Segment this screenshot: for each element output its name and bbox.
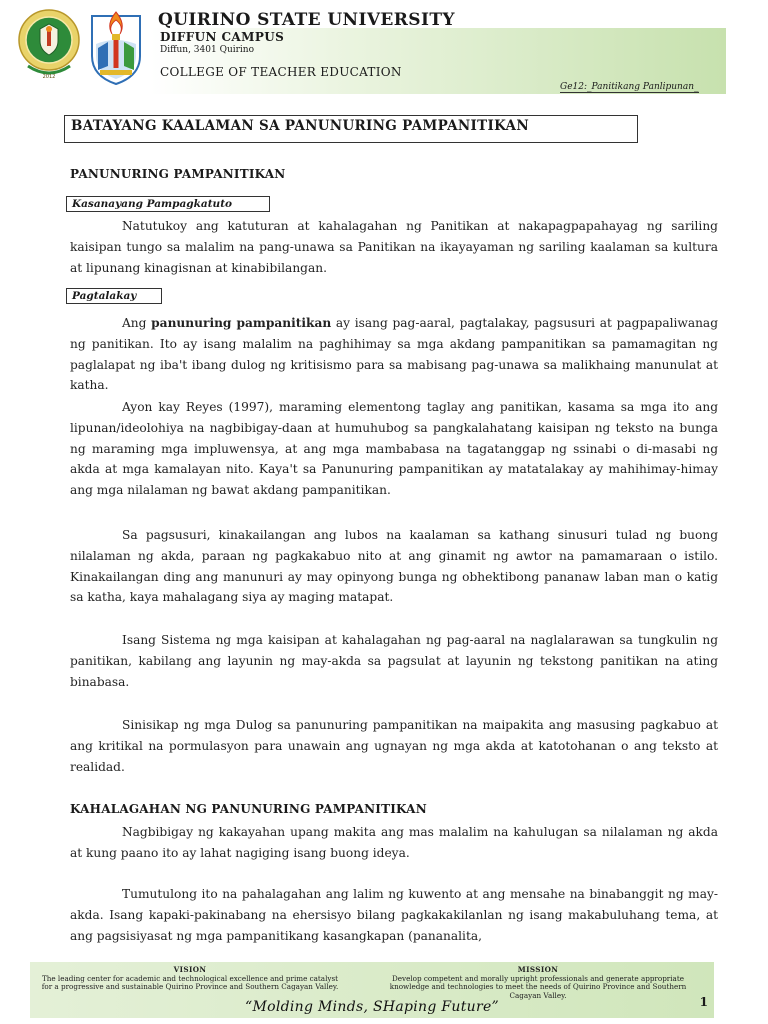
label-kasanayan: Kasanayang Pampagkatuto	[66, 196, 270, 212]
paragraph-3: Sa pagsusuri, kinakailangan ang lubos na kaalaman sa kathang sinusuri tulad ng buong nilalaman ng akda, paraan ng pagkakabuo nito at ang ginamit ng awtor na pamamaraan o istilo. Kinakailangan ding ang manunuri ay may opinyong bunga ng obhektibong pananaw laban man o katig sa katha, kaya mahalagang siya ay maging matapat.	[70, 528, 718, 605]
paragraph-4: Isang Sistema ng mga kaisipan at kahalagahan ng pag-aaral na naglalarawan sa tungkulin ng panitikan, kabilang ang layunin ng may-akda sa pagsulat at layunin ng tekstong panitikan na ating binabasa.	[70, 633, 718, 689]
university-name: QUIRINO STATE UNIVERSITY	[158, 10, 455, 30]
paragraph-6: Nagbibigay ng kakayahan upang makita ang mas malalim na kahulugan sa nilalaman ng akda at kung paano ito ay lahat nagiging isang buong ideya.	[70, 825, 718, 860]
footer	[30, 962, 714, 1018]
campus-address: Diffun, 3401 Quirino	[160, 45, 255, 55]
mission-block	[388, 966, 688, 1000]
svg-text:2012: 2012	[42, 74, 56, 80]
page-number: 1	[699, 995, 708, 1009]
vision-block	[40, 966, 340, 992]
vision-title: VISION	[173, 965, 207, 974]
college-name: COLLEGE OF TEACHER EDUCATION	[160, 65, 402, 79]
torch-icon	[84, 6, 148, 88]
campus-name: DIFFUN CAMPUS	[160, 30, 285, 44]
page-title: BATAYANG KAALAMAN SA PANUNURING PAMPANITIKAN	[64, 115, 638, 143]
paragraph-1	[70, 313, 718, 396]
course-code: Ge12:_Panitikang Panlipunan_	[560, 82, 699, 92]
section-heading: PANUNURING PAMPANITIKAN	[70, 167, 286, 181]
mission-text: Develop competent and morally upright professionals and generate appropriate knowledge and technologies to meet the needs of Quirino Province and Southern Cagayan Valley.	[389, 973, 687, 1000]
seal-icon	[18, 6, 80, 84]
paragraph-1-rest: ay isang pag-aaral, pagtalakay, pagsusuri at pagpapaliwanag ng panitikan. Ito ay isang malalim na paghihimay sa mga akdang pampanitikan sa pamamagitan ng paglalapat ng iba't ibang dulog ng kritisismo para sa mabisang pag-unawa sa malikhaing manunulat at katha.	[70, 316, 719, 393]
motto: “Molding Minds, SHaping Future”	[245, 999, 499, 1015]
paragraph-1-prefix: Ang	[122, 316, 152, 330]
key-term: panunuring pampanitikan	[151, 316, 332, 330]
label-pagtalakay: Pagtalakay	[66, 288, 162, 304]
section-heading-2: KAHALAGAHAN NG PANUNURING PAMPANITIKAN	[70, 802, 427, 816]
paragraph-5: Sinisikap ng mga Dulog sa panunuring pampanitikan na maipakita ang masusing pagkabuo at ang kritikal na pormulasyon para unawain ang ugnayan ng mga akda at katotohanan o ang teksto at realidad.	[70, 718, 718, 774]
paragraph-kasanayan: Natutukoy ang katuturan at kahalagahan ng Panitikan at nakapagpapahayag ng sariling kaisipan tungo sa malalim na pang-unawa sa Panitikan na ikayayaman ng sariling kaalaman sa kultura at lipunang kinagisnan at kinabibilangan.	[70, 219, 718, 275]
paragraph-2: Ayon kay Reyes (1997), maraming elementong taglay ang panitikan, kasama sa mga ito ang lipunan/ideolohiya na nagbibigay-daan at humuhubog sa pangkalahatang kaisipan ng teksto na bunga ng maraming mga impluwensya, at ang mga mambabasa na tagatanggap ng ssinabi o di-masabi ng akda at mga kamalayan nito. Kaya't sa Panunuring pampanitikan ay matatalakay ay mahihimay-himay ang mga nilalaman ng bawat akdang pampanitikan.	[70, 400, 718, 498]
vision-text: The leading center for academic and technological excellence and prime catalyst for a progressive and sustainable Quirino Province and Southern Cagayan Valley.	[41, 973, 339, 992]
mission-title: MISSION	[517, 965, 559, 974]
paragraph-7: Tumutulong ito na pahalagahan ang lalim ng kuwento at ang mensahe na binabanggit ng may-akda. Isang kapaki-pakinabang na ehersisyo bilang pagkakakilanlan ng isang makabuluhang tema, at ang pagsisiyasat ng mga pampanitikang kasangkapan (pananalita,	[70, 887, 718, 943]
